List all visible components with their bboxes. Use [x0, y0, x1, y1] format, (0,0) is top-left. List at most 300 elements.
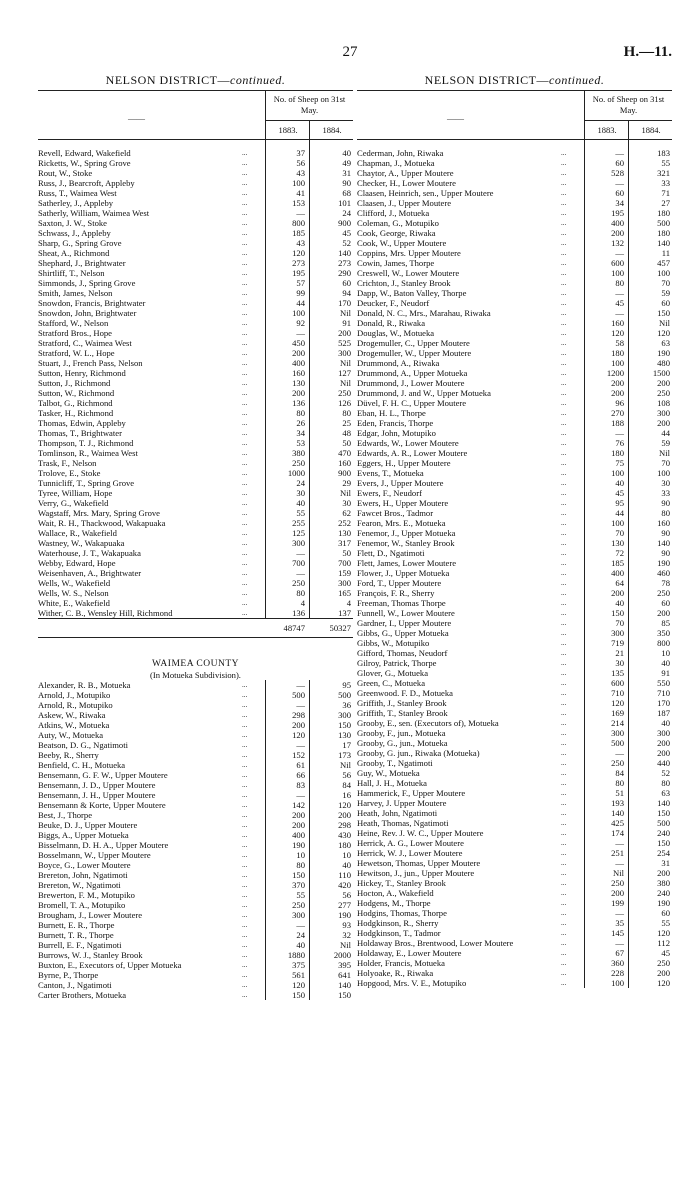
leader-dots: ...	[561, 299, 567, 307]
table-row	[38, 760, 353, 770]
sheep-1883: —	[615, 248, 624, 258]
owner-name: Snowdon, Francis, Brightwater	[38, 298, 146, 308]
sheep-1884: 45	[342, 228, 351, 238]
table-row	[38, 318, 353, 328]
table-row	[38, 870, 353, 880]
sheep-1884: 254	[657, 848, 670, 858]
table-row	[38, 830, 353, 840]
owner-name: Grooby, E., sen. (Executors of), Motueka	[357, 718, 499, 728]
sheep-1884: 45	[661, 948, 670, 958]
leader-dots: ...	[561, 489, 567, 497]
leader-dots: ...	[561, 859, 567, 867]
table-row	[357, 148, 672, 158]
sheep-1883: 44	[296, 298, 305, 308]
sheep-1884: 200	[657, 608, 670, 618]
owner-name: Sharp, G., Spring Grove	[38, 238, 122, 248]
leader-dots: ...	[242, 901, 248, 909]
sheep-1884: 78	[661, 578, 670, 588]
owner-name: Wallace, R., Wakefield	[38, 528, 117, 538]
owner-name: Hodgkinson, R., Sherry	[357, 918, 439, 928]
sheep-1884: 27	[661, 198, 670, 208]
table-body	[38, 140, 353, 618]
sheep-1884: 641	[338, 970, 351, 980]
sheep-1883: 250	[292, 458, 305, 468]
sheep-1883: 120	[292, 248, 305, 258]
sheep-1883: 30	[296, 488, 305, 498]
sheep-1883: 80	[296, 408, 305, 418]
owner-name: Trolove, E., Stoke	[38, 468, 101, 478]
owner-name: Cook, George, Riwaka	[357, 228, 436, 238]
sheep-1883: —	[615, 148, 624, 158]
sheep-1883: 4	[300, 598, 305, 608]
sheep-1883: 300	[292, 538, 305, 548]
table-row	[38, 750, 353, 760]
owner-name: Ewers, H., Upper Moutere	[357, 498, 449, 508]
table-row	[357, 348, 672, 358]
owner-name: Eggers, H., Upper Moutere	[357, 458, 451, 468]
owner-name: Glover, G., Motueka	[357, 668, 429, 678]
leader-dots: ...	[242, 991, 248, 999]
sheep-1883: 200	[611, 228, 624, 238]
sheep-1884: 4	[346, 598, 351, 608]
leader-dots: ...	[242, 931, 248, 939]
owner-name: Russ, J., Bearcroft, Appleby	[38, 178, 135, 188]
owner-name: Waterhouse, J. T., Wakapuaka	[38, 548, 141, 558]
table-row	[357, 388, 672, 398]
sheep-1883: 44	[615, 508, 624, 518]
leader-dots: ...	[561, 369, 567, 377]
table-row	[38, 770, 353, 780]
sheep-1884: 187	[657, 708, 670, 718]
sheep-1883: 710	[611, 688, 624, 698]
sheep-1883: 153	[292, 198, 305, 208]
sheep-1884: 457	[657, 258, 670, 268]
sheep-1884: 150	[338, 720, 351, 730]
leader-dots: ...	[561, 289, 567, 297]
table-row	[38, 700, 353, 710]
owner-name: Hammerick, F., Upper Moutere	[357, 788, 466, 798]
leader-dots: ...	[561, 309, 567, 317]
table-row	[357, 508, 672, 518]
sheep-1884: 56	[342, 890, 351, 900]
owner-name: Best, J., Thorpe	[38, 810, 93, 820]
table-row	[357, 868, 672, 878]
owner-name: Holdaway, E., Lower Moutere	[357, 948, 462, 958]
owner-name: Brewerton, F. M., Motupiko	[38, 890, 135, 900]
sheep-1883: 100	[292, 308, 305, 318]
owner-name: Donald, R., Riwaka	[357, 318, 426, 328]
owner-name: Atkins, W., Motueka	[38, 720, 110, 730]
leader-dots: ...	[561, 209, 567, 217]
sheep-1884: 91	[661, 668, 670, 678]
table-row	[357, 188, 672, 198]
leader-dots: ...	[561, 749, 567, 757]
sheep-1884: 84	[342, 780, 351, 790]
leader-dots: ...	[242, 489, 248, 497]
sheep-1884: 350	[657, 628, 670, 638]
sheep-1883: 60	[615, 188, 624, 198]
leader-dots: ...	[242, 209, 248, 217]
table-row	[357, 708, 672, 718]
sheep-1884: 85	[661, 618, 670, 628]
sheep-1883: 719	[611, 638, 624, 648]
leader-dots: ...	[242, 711, 248, 719]
sheep-1883: 145	[611, 928, 624, 938]
leader-dots: ...	[242, 569, 248, 577]
sheep-1883: 214	[611, 718, 624, 728]
owner-name: Askew, W., Riwaka	[38, 710, 106, 720]
sheep-1883: 136	[292, 608, 305, 618]
table-row	[357, 438, 672, 448]
sheep-1884: 460	[657, 568, 670, 578]
sheep-1884: 200	[657, 748, 670, 758]
sheep-1883: 120	[292, 980, 305, 990]
sheep-1883: 160	[611, 318, 624, 328]
owner-name: Trask, F., Nelson	[38, 458, 97, 468]
table-row	[38, 408, 353, 418]
table-row	[357, 898, 672, 908]
sheep-1884: 101	[338, 198, 351, 208]
sheep-1884: 10	[661, 648, 670, 658]
leader-dots: ...	[561, 219, 567, 227]
owner-name: Hall, J. H., Motueka	[357, 778, 427, 788]
sheep-1883: 24	[296, 930, 305, 940]
leader-dots: ...	[561, 539, 567, 547]
sheep-1884: 140	[338, 980, 351, 990]
sheep-1883: 34	[615, 198, 624, 208]
leader-dots: ...	[242, 329, 248, 337]
table-row	[38, 568, 353, 578]
table-row	[357, 748, 672, 758]
sheep-1884: 298	[338, 820, 351, 830]
leader-dots: ...	[242, 379, 248, 387]
sheep-1883: 528	[611, 168, 624, 178]
sheep-1883: —	[296, 740, 305, 750]
leader-dots: ...	[242, 731, 248, 739]
sheep-1884: 273	[338, 258, 351, 268]
sheep-1884: 56	[342, 770, 351, 780]
leader-dots: ...	[242, 309, 248, 317]
table-row	[38, 488, 353, 498]
sheep-1884: 94	[342, 288, 351, 298]
table-row	[357, 488, 672, 498]
table-row	[38, 428, 353, 438]
leader-dots: ...	[561, 959, 567, 967]
leader-dots: ...	[242, 579, 248, 587]
sheep-1883: 100	[611, 468, 624, 478]
leader-dots: ...	[561, 509, 567, 517]
table-row	[38, 278, 353, 288]
sheep-1884: 25	[342, 418, 351, 428]
sheep-1884: 68	[342, 188, 351, 198]
table-row	[357, 468, 672, 478]
sheep-1883: 1000	[287, 468, 305, 478]
sheep-1883: 66	[296, 770, 305, 780]
owner-name: Satherley, J., Appleby	[38, 198, 114, 208]
table-row	[357, 588, 672, 598]
leader-dots: ...	[561, 689, 567, 697]
table-header	[357, 90, 672, 140]
sheep-1884: 420	[338, 880, 351, 890]
sheep-1884: 430	[338, 830, 351, 840]
owner-name: Webby, Edward, Hope	[38, 558, 116, 568]
owner-name: Hewetson, Thomas, Upper Moutere	[357, 858, 481, 868]
table-row	[38, 268, 353, 278]
leader-dots: ...	[561, 949, 567, 957]
sheep-1883: 130	[611, 538, 624, 548]
table-row	[38, 598, 353, 608]
owner-name: Cederman, John, Riwaka	[357, 148, 444, 158]
table-row	[357, 638, 672, 648]
sheep-1884: 140	[657, 798, 670, 808]
owner-name: François, F. R., Sherry	[357, 588, 435, 598]
table-row	[357, 758, 672, 768]
owner-name: Tyree, William, Hope	[38, 488, 113, 498]
owner-name: Cook, W., Upper Moutere	[357, 238, 447, 248]
owner-name: Verry, G., Wakefield	[38, 498, 109, 508]
leader-dots: ...	[561, 839, 567, 847]
spacer	[357, 140, 672, 148]
leader-dots: ...	[561, 179, 567, 187]
table-row	[357, 478, 672, 488]
leader-dots: ...	[242, 519, 248, 527]
sheep-1884: Nil	[340, 488, 351, 498]
owner-name: Bensemann & Korte, Upper Moutere	[38, 800, 166, 810]
sheep-1883: 40	[296, 498, 305, 508]
sheep-1884: 550	[657, 678, 670, 688]
table-row	[38, 518, 353, 528]
sheep-1883: 255	[292, 518, 305, 528]
owner-name: Hodgins, Thomas, Thorpe	[357, 908, 447, 918]
owner-name: Douglas, W., Motueka	[357, 328, 435, 338]
leader-dots: ...	[561, 589, 567, 597]
sheep-1884: 100	[657, 268, 670, 278]
table-row	[357, 208, 672, 218]
title-italic: continued.	[230, 73, 286, 87]
leader-dots: ...	[561, 939, 567, 947]
owner-name: Hopgood, Mrs. V. E., Motupiko	[357, 978, 467, 988]
owner-name: Deucker, F., Neudorf	[357, 298, 430, 308]
leader-dots: ...	[242, 599, 248, 607]
table-row	[357, 558, 672, 568]
table-row	[357, 198, 672, 208]
owner-name: Harvey, J. Upper Moutere	[357, 798, 447, 808]
owner-name: Hickey, T., Stanley Brook	[357, 878, 446, 888]
leader-dots: ...	[561, 779, 567, 787]
sheep-1884: 60	[661, 298, 670, 308]
sheep-1884: 17	[342, 740, 351, 750]
totals-row	[38, 618, 353, 638]
leader-dots: ...	[242, 529, 248, 537]
table-row	[38, 368, 353, 378]
sheep-1883: 100	[611, 268, 624, 278]
owner-name: Wither, C. B., Wensley Hill, Richmond	[38, 608, 173, 618]
owner-name: Stuart, J., French Pass, Nelson	[38, 358, 143, 368]
owner-name: Fenemor, J., Upper Motueka	[357, 528, 456, 538]
leader-dots: ...	[242, 801, 248, 809]
table-row	[38, 328, 353, 338]
owner-name: Coppins, Mrs. Upper Moutere	[357, 248, 461, 258]
sheep-1884: 200	[657, 738, 670, 748]
table-row	[38, 438, 353, 448]
table-row	[38, 790, 353, 800]
sheep-1884: 317	[338, 538, 351, 548]
sheep-1883: 400	[611, 218, 624, 228]
leader-dots: ...	[561, 699, 567, 707]
sheep-1884: 40	[342, 148, 351, 158]
sheep-1883: 34	[296, 428, 305, 438]
sheep-1884: 110	[338, 870, 351, 880]
sheep-1883: 270	[611, 408, 624, 418]
sheep-1884: 900	[338, 468, 351, 478]
leader-dots: ...	[242, 409, 248, 417]
sheep-1884: 80	[342, 408, 351, 418]
page-number: 27	[342, 44, 358, 60]
leader-dots: ...	[561, 919, 567, 927]
table-row	[357, 258, 672, 268]
leader-dots: ...	[561, 669, 567, 677]
sheep-1883: 300	[611, 728, 624, 738]
sheep-1884: 11	[661, 248, 670, 258]
sheep-1884: 300	[657, 408, 670, 418]
sheep-1884: 130	[338, 730, 351, 740]
owner-name: Grooby, T., Ngatimoti	[357, 758, 433, 768]
leader-dots: ...	[242, 319, 248, 327]
sheep-1884: 700	[338, 558, 351, 568]
owner-name: Hodgkinson, T., Tadmor	[357, 928, 441, 938]
owner-name: Green, C., Motueka	[357, 678, 426, 688]
table-row	[38, 730, 353, 740]
sheep-1884: 50	[342, 438, 351, 448]
sheep-1883: 370	[292, 880, 305, 890]
table-row	[357, 628, 672, 638]
sheep-1884: 40	[661, 658, 670, 668]
owner-name: Stratford, C., Waimea West	[38, 338, 132, 348]
leader-dots: ...	[561, 349, 567, 357]
sheep-1883: 58	[615, 338, 624, 348]
sheep-1884: 525	[338, 338, 351, 348]
sheep-1883: —	[615, 838, 624, 848]
table-row	[38, 508, 353, 518]
sheep-1884: 190	[338, 910, 351, 920]
sheep-1883: —	[615, 428, 624, 438]
sheep-1883: 45	[615, 298, 624, 308]
sheep-1884: 1500	[652, 368, 670, 378]
sheep-1883: 96	[615, 398, 624, 408]
sheep-1883: 450	[292, 338, 305, 348]
sheep-1883: 1880	[287, 950, 305, 960]
sheep-1884: 55	[661, 158, 670, 168]
sheep-1883: 80	[296, 588, 305, 598]
sheep-1883: 200	[292, 348, 305, 358]
table-row	[357, 768, 672, 778]
owner-name: Brougham, J., Lower Moutere	[38, 910, 143, 920]
sheep-1883: 1200	[606, 368, 624, 378]
table-row	[357, 528, 672, 538]
table-row	[38, 930, 353, 940]
leader-dots: ...	[242, 691, 248, 699]
sheep-1884: 90	[342, 178, 351, 188]
sheep-1884: 140	[657, 238, 670, 248]
leader-dots: ...	[242, 229, 248, 237]
sheep-1884: 48	[342, 428, 351, 438]
owner-name: Burnett, T. R., Thorpe	[38, 930, 114, 940]
leader-dots: ...	[561, 459, 567, 467]
owner-name: Eban, H. L., Thorpe	[357, 408, 426, 418]
leader-dots: ...	[561, 449, 567, 457]
leader-dots: ...	[561, 659, 567, 667]
sheep-1884: 16	[342, 790, 351, 800]
table-row	[357, 298, 672, 308]
sheep-1883: 600	[611, 678, 624, 688]
sheep-1884: 32	[342, 930, 351, 940]
table-row	[38, 960, 353, 970]
owner-name: Holyoake, R., Riwaka	[357, 968, 434, 978]
table-row	[38, 468, 353, 478]
table-row	[38, 710, 353, 720]
owner-name: Claasen, J., Upper Moutere	[357, 198, 452, 208]
sheep-1883: 250	[611, 758, 624, 768]
leader-dots: ...	[561, 599, 567, 607]
table-row	[357, 358, 672, 368]
sheep-1883: 64	[615, 578, 624, 588]
sheep-1883: 30	[615, 658, 624, 668]
sheep-1884: 200	[338, 328, 351, 338]
table-row	[357, 838, 672, 848]
leader-dots: ...	[561, 639, 567, 647]
table-row	[357, 928, 672, 938]
owner-name: Drogemuller, C., Upper Moutere	[357, 338, 470, 348]
sheep-1883: 99	[296, 288, 305, 298]
table-row	[38, 378, 353, 388]
sheep-1883: 150	[292, 990, 305, 1000]
owner-name: Edwards, W., Lower Moutere	[357, 438, 459, 448]
owner-name: Herrick, W. J., Lower Moutere	[357, 848, 463, 858]
sheep-1884: 40	[661, 718, 670, 728]
leader-dots: ...	[242, 761, 248, 769]
sheep-1883: 250	[292, 578, 305, 588]
table-row	[38, 800, 353, 810]
owner-name: Flower, J., Upper Motueka	[357, 568, 450, 578]
table-row	[357, 618, 672, 628]
owner-name: Burnett, E. R., Thorpe	[38, 920, 115, 930]
sheep-1884: 70	[661, 278, 670, 288]
owner-name: Carter Brothers, Motueka	[38, 990, 127, 1000]
leader-dots: ...	[242, 881, 248, 889]
leader-dots: ...	[561, 549, 567, 557]
sheep-1883: 135	[611, 668, 624, 678]
sheep-1884: 150	[657, 308, 670, 318]
sheep-1884: 49	[342, 158, 351, 168]
owner-name: Revell, Edward, Wakefield	[38, 148, 131, 158]
sheep-1883: —	[615, 858, 624, 868]
sheep-1883: 425	[611, 818, 624, 828]
sheep-1883: 40	[615, 478, 624, 488]
owner-name: Heine, Rev. J. W. C., Upper Moutere	[357, 828, 484, 838]
table-row	[357, 648, 672, 658]
leader-dots: ...	[242, 359, 248, 367]
table-row	[38, 780, 353, 790]
sheep-1883: 120	[292, 730, 305, 740]
column-title	[357, 70, 672, 90]
owner-name: Ricketts, W., Spring Grove	[38, 158, 131, 168]
table-row	[357, 668, 672, 678]
leader-dots: ...	[561, 519, 567, 527]
sheep-1883: 193	[611, 798, 624, 808]
sheep-1884: 36	[342, 700, 351, 710]
leader-dots: ...	[561, 259, 567, 267]
table-row	[357, 328, 672, 338]
